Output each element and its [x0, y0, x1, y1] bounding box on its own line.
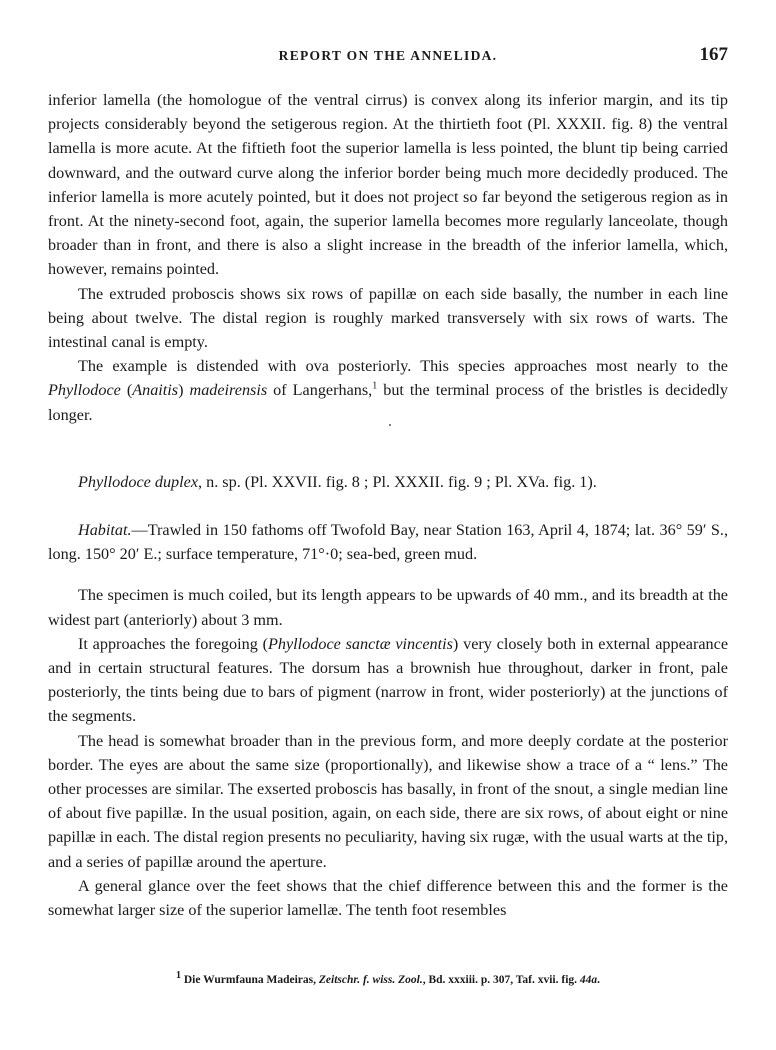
species-heading: Phyllodoce duplex, n. sp. (Pl. XXVII. fig. 8 ; Pl. XXXII. fig. 9 ; Pl. XVa. fig. 1). [78, 472, 597, 491]
footnote-mark: 1 [175, 970, 181, 982]
paragraph-feet: A general glance over the feet shows that the chief difference between this and the former is the somewhat larger size of the superior lamellæ. The tenth foot resembles [48, 876, 728, 920]
species-heading-name: Phyllodoce duplex [78, 472, 199, 491]
paragraph-appearance: It approaches the foregoing (Phyllodoce sanctæ vincentis) very closely both in external appearance and in certain structural features. The dorsum has a brownish hue throughout, darker in front, pale posteriorly, the tints being due to bars of pigment (narrow in front, wider posteriorly) at the junctions of the segments. [48, 634, 729, 726]
species-name-sanctae: Phyllodoce sanctæ vincentis [268, 634, 453, 653]
subgenus-name: Anaitis [132, 381, 179, 400]
habitat-label: Habitat. [78, 521, 132, 540]
stray-mark [389, 424, 391, 426]
paragraph-foot-description: inferior lamella (the homologue of the ventral cirrus) is convex along its inferior margin, and its tip projects considerably beyond the setigerous region. At the thirtieth foot (Pl. XXXII. fig. 8) the ventral lamella is more acute. At the fiftieth foot the superior lamella is less pointed, the blunt tip being carried downward, and the outward curve along the inferior border being much more decidedly produced. The inferior lamella is more acutely pointed, but it does not project so far beyond the setigerous region as in front. At the ninety-second foot, again, the superior lamella becomes more regularly lanceolate, though broader than in front, and there is also a slight increase in the breadth of the inferior lamella, which, however, remains pointed. [48, 91, 728, 279]
footnote-reference: 1 [372, 381, 378, 393]
footnote: $^1$ Die Wurmfauna Madeiras, Zeitschr. f. wiss. Zool., Bd. xxxiii. p. 307, Taf. xvii. fig. 44a. [175, 970, 601, 986]
paragraph-head: The head is somewhat broader than in the previous form, and more deeply cordate at the posterior border. The eyes are about the same size (proportionally), and likewise show a trace of a “ lens.” The other processes are similar. The exserted proboscis has basally, in front of the snout, a single median line of about five papillæ. In the usual position, again, on each side, there are six rows, of about eight or nine papillæ in each. The distal region presents no peculiarity, having six rugæ, with the usual warts at the tip, and a series of papillæ around the aperture. [48, 731, 728, 871]
running-title: REPORT ON THE ANNELIDA. [278, 48, 498, 63]
paragraph-comparison: The example is distended with ova posteriorly. This species approaches most nearly to the Phyllodoce (Anaitis) madeirensis of Langerhans,$^1$ but the terminal process of the bristles is decidedly longer. [48, 357, 729, 424]
paragraph-proboscis: The extruded proboscis shows six rows of papillæ on each side basally, the number in each line being about twelve. The distal region is roughly marked transversely with six rows of warts. The intestinal canal is empty. [48, 284, 728, 352]
species-name: madeirensis [189, 381, 268, 400]
body-text [48, 88, 728, 922]
paragraph-habitat: Habitat.—Trawled in 150 fathoms off Twofold Bay, near Station 163, April 4, 1874; lat. 36° 59′ S., long. 150° 20′ E.; surface temperature, 71°·0; sea-bed, green mud. [48, 521, 728, 564]
page-number: 167 [699, 44, 728, 65]
paragraph-specimen-size: The specimen is much coiled, but its length appears to be upwards of 40 mm., and its breadth at the widest part (anteriorly) about 3 mm. [48, 586, 728, 629]
figure-ref: 44a [579, 974, 598, 986]
journal-name: Zeitschr. f. wiss. Zool. [318, 974, 423, 986]
genus-name: Phyllodoce [48, 381, 121, 400]
page-header [48, 44, 728, 70]
